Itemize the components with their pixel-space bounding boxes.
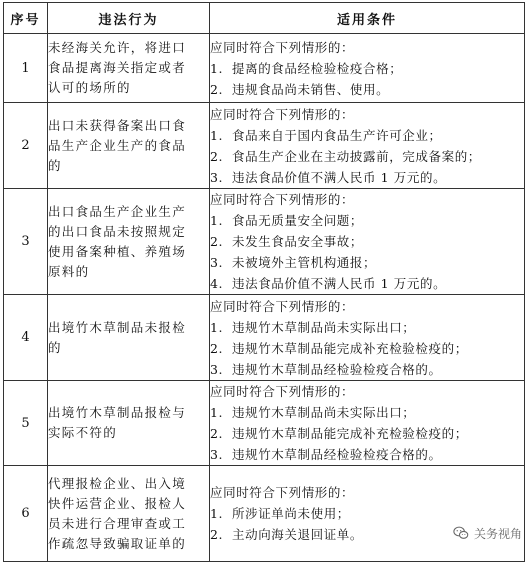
condition-item	[210, 125, 524, 146]
condition-text: 食品来自于国内食品生产许可企业；	[232, 127, 442, 143]
conditions-intro: 应同时符合下列情形的：	[210, 39, 355, 55]
condition-index: 1.	[210, 506, 224, 521]
condition-index: 2.	[210, 426, 224, 441]
condition-text: 违规竹木草制品尚未实际出口；	[232, 319, 416, 335]
condition-item	[210, 252, 524, 273]
condition-text: 违规竹木草制品尚未实际出口；	[232, 405, 416, 420]
condition-item	[210, 273, 524, 294]
conditions-intro: 应同时符合下列情形的：	[210, 192, 355, 207]
condition-item	[210, 503, 524, 524]
conditions-cell	[210, 381, 525, 466]
condition-item	[210, 444, 524, 465]
condition-item	[210, 359, 524, 380]
violation-text-line: 的	[48, 339, 62, 355]
violation-text-line: 员未进行合理审查或工	[48, 515, 187, 531]
row-number: 2	[4, 103, 48, 189]
condition-text: 提离的食品经检验检疫合格；	[232, 60, 403, 76]
violation-cell	[48, 103, 210, 189]
condition-index: 3.	[210, 361, 224, 377]
condition-item	[210, 146, 524, 167]
violation-text-line: 原料的	[48, 263, 90, 279]
row-number: 1	[4, 34, 48, 103]
condition-text: 未被境外主管机构通报；	[232, 255, 377, 270]
violation-text-line: 出境竹木草制品报检与	[48, 405, 187, 420]
condition-item	[210, 338, 524, 359]
condition-item	[210, 317, 524, 338]
table-row	[4, 381, 525, 466]
conditions-cell	[210, 34, 525, 103]
violation-text-line: 出口食品生产企业生产	[48, 203, 187, 219]
condition-item	[210, 167, 524, 188]
conditions-intro: 应同时符合下列情形的：	[210, 106, 355, 122]
condition-item	[210, 79, 524, 100]
condition-index: 1.	[210, 405, 224, 420]
table-body	[4, 34, 525, 562]
condition-text: 未发生食品安全事故；	[232, 234, 364, 249]
violation-text-line: 实际不符的	[48, 425, 118, 440]
condition-text: 食品无质量安全问题；	[232, 213, 364, 228]
condition-text: 主动向海关退回证单。	[232, 527, 364, 542]
violation-text-line: 快件运营企业、报检人	[48, 495, 187, 511]
conditions-cell	[210, 295, 525, 381]
condition-text: 违规食品尚未销售、使用。	[232, 81, 390, 97]
condition-text: 违规竹木草制品能完成补充检验检疫的；	[232, 426, 468, 441]
condition-index: 2.	[210, 234, 224, 249]
condition-index: 2.	[210, 527, 224, 542]
condition-index: 3.	[210, 447, 224, 462]
condition-index: 2.	[210, 340, 224, 356]
violation-cell	[48, 34, 210, 103]
condition-index: 1.	[210, 60, 224, 76]
row-number: 5	[4, 381, 48, 466]
condition-item	[210, 231, 524, 252]
watermark	[452, 524, 522, 542]
violation-text-line: 使用备案种植、养殖场	[48, 243, 187, 259]
violation-cell	[48, 295, 210, 381]
violation-text-line: 认可的场所的	[48, 80, 131, 95]
violation-cell	[48, 381, 210, 466]
row-number: 6	[4, 466, 48, 562]
condition-item	[210, 58, 524, 79]
violation-text-line: 未经海关允许，将进口	[48, 40, 187, 55]
condition-text: 违规竹木草制品经检验检疫合格的。	[232, 447, 442, 462]
condition-text: 违规竹木草制品经检验检疫合格的。	[232, 361, 442, 377]
condition-index: 1.	[210, 319, 224, 335]
conditions-intro: 应同时符合下列情形的：	[210, 298, 355, 314]
condition-index: 1.	[210, 127, 224, 143]
violation-cell	[48, 466, 210, 562]
condition-item	[210, 210, 524, 231]
header-row	[4, 3, 525, 34]
regulation-table	[3, 2, 525, 562]
violation-text-line: 作疏忽导致骗取证单的	[48, 535, 187, 551]
condition-text: 违法食品价值不满人民币 1 万元的。	[232, 276, 447, 291]
condition-text: 违规竹木草制品能完成补充检验检疫的；	[232, 340, 468, 356]
condition-text: 违法食品价值不满人民币 1 万元的。	[232, 169, 447, 185]
violation-text-line: 出境竹木草制品未报检	[48, 319, 187, 335]
table-row	[4, 466, 525, 562]
wechat-icon	[452, 524, 470, 542]
violation-text-line: 出口未获得备案出口食	[48, 117, 187, 133]
conditions-cell	[210, 466, 525, 562]
violation-cell	[48, 189, 210, 295]
condition-text: 所涉证单尚未使用；	[232, 506, 350, 521]
table-row	[4, 34, 525, 103]
violation-text-line: 品生产企业生产的食品	[48, 137, 187, 153]
condition-index: 4.	[210, 276, 224, 291]
condition-index: 3.	[210, 255, 224, 270]
condition-index: 1.	[210, 213, 224, 228]
violation-text-line: 的出口食品未按照规定	[48, 223, 187, 239]
header-violation: 违法行为	[48, 3, 210, 34]
condition-item	[210, 423, 524, 444]
condition-item	[210, 402, 524, 423]
watermark-text: 关务视角	[473, 526, 522, 541]
violation-text-line: 代理报检企业、出入境	[48, 475, 187, 491]
condition-index: 2.	[210, 81, 224, 97]
row-number: 4	[4, 295, 48, 381]
conditions-cell	[210, 103, 525, 189]
header-conditions: 适用条件	[210, 3, 525, 34]
header-no: 序号	[4, 3, 48, 34]
violation-text-line: 的	[48, 157, 62, 173]
table-row	[4, 189, 525, 295]
condition-text: 食品生产企业在主动披露前，完成备案的；	[232, 148, 481, 164]
violation-text-line: 食品提离海关指定或者	[48, 60, 187, 75]
conditions-intro: 应同时符合下列情形的：	[210, 485, 355, 500]
condition-index: 3.	[210, 169, 224, 185]
table-row	[4, 295, 525, 381]
row-number: 3	[4, 189, 48, 295]
conditions-cell	[210, 189, 525, 295]
table-row	[4, 103, 525, 189]
conditions-intro: 应同时符合下列情形的：	[210, 384, 355, 399]
condition-index: 2.	[210, 148, 224, 164]
